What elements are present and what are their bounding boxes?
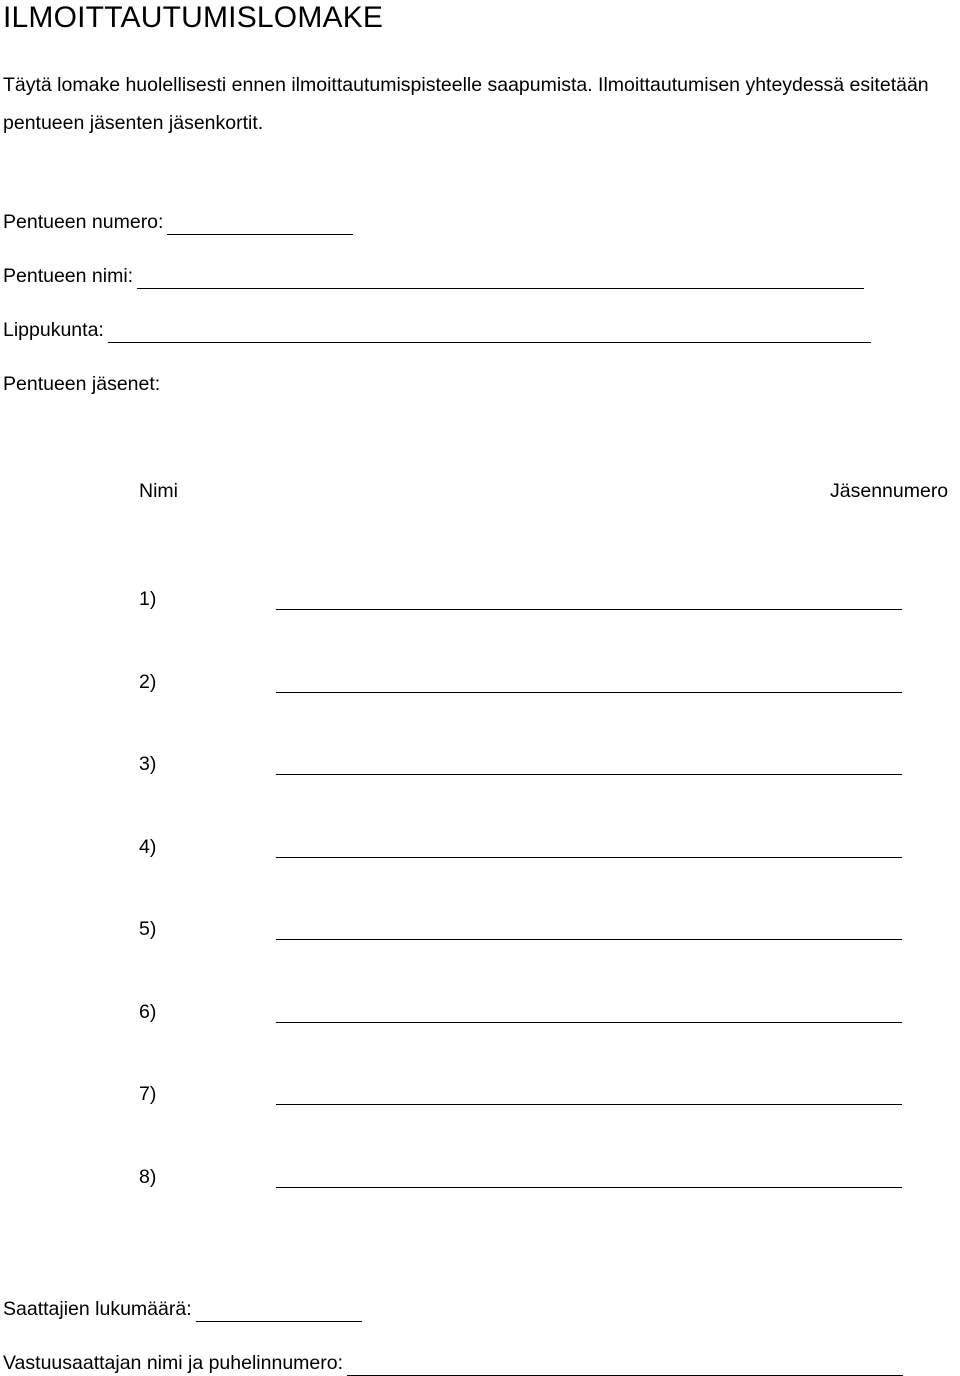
members-heading: Pentueen jäsenet: (3, 373, 161, 395)
responsible-escort-label: Vastuusaattajan nimi ja puhelinnumero: (3, 1352, 344, 1374)
escort-count-field (3, 1296, 362, 1322)
responsible-escort-blank[interactable] (347, 1357, 903, 1376)
escort-count-blank[interactable] (196, 1303, 362, 1322)
member-row-number: 2) (139, 671, 157, 693)
patrol-name-label: Pentueen nimi: (3, 265, 134, 287)
troop-blank[interactable] (108, 324, 871, 343)
name-column-header: Nimi (139, 480, 178, 502)
patrol-name-field (3, 263, 864, 289)
member-row-number: 1) (139, 588, 157, 610)
troop-label: Lippukunta: (3, 319, 104, 341)
member-row-number: 5) (139, 918, 157, 940)
troop-field (3, 317, 871, 343)
patrol-name-blank[interactable] (137, 270, 864, 289)
member-row-line[interactable] (276, 939, 902, 940)
member-row-number: 4) (139, 836, 157, 858)
escort-count-label: Saattajien lukumäärä: (3, 1298, 192, 1320)
member-row-number: 8) (139, 1166, 157, 1188)
patrol-number-blank[interactable] (167, 216, 353, 235)
member-row-line[interactable] (276, 774, 902, 775)
member-row-line[interactable] (276, 857, 902, 858)
member-row-line[interactable] (276, 1022, 902, 1023)
member-row-line[interactable] (276, 692, 902, 693)
intro-text: Täytä lomake huolellisesti ennen ilmoittautumispisteelle saapumista. Ilmoittautumisen yhteydessä esitetään pentueen jäsenten jäsenkortit. (3, 74, 929, 134)
member-row-line[interactable] (276, 609, 902, 610)
member-row-number: 6) (139, 1001, 157, 1023)
member-row-line[interactable] (276, 1104, 902, 1105)
member-number-column-header: Jäsennumero (830, 480, 949, 502)
member-row-number: 7) (139, 1083, 157, 1105)
patrol-number-field (3, 209, 353, 235)
member-row-number: 3) (139, 753, 157, 775)
patrol-number-label: Pentueen numero: (3, 211, 164, 233)
page-title: ILMOITTAUTUMISLOMAKE (3, 1, 384, 34)
responsible-escort-field (3, 1350, 903, 1376)
member-row-line[interactable] (276, 1187, 902, 1188)
